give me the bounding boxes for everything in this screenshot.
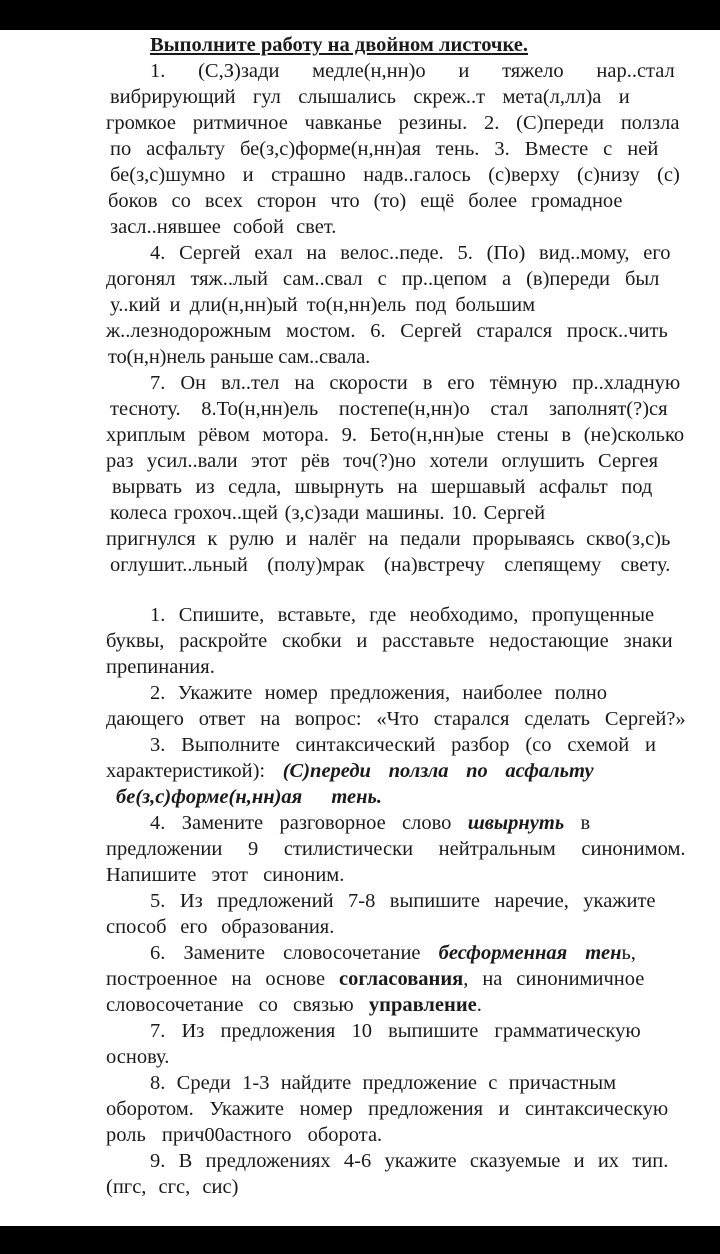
text-line: пригнулся к рулю и налёг на педали прорываясь скво(з,с)ь (106, 528, 671, 550)
task-8: роль прич00астного оборота. (106, 1124, 383, 1146)
task-1: буквы, раскройте скобки и расставьте недостающие знаки (106, 630, 673, 652)
text-line: то(н,н)нель раньше сам..свала. (108, 346, 371, 368)
text-line: бе(з,с)шумно и страшно надв..галось (с)верху (с)низу (с) (110, 164, 680, 186)
text-line: по асфальту бе(з,с)форме(н,нн)ая тень. 3. Вместе с ней (110, 138, 659, 160)
task-7: основу. (106, 1046, 170, 1068)
task-6: словосочетание со связью управление. (106, 994, 482, 1016)
task-3: 3. Выполните синтаксический разбор (со схемой и (150, 734, 656, 756)
bottom-black-bar (0, 1226, 720, 1254)
task-4: 4. Замените разговорное слово швырнуть в (150, 812, 591, 834)
task-2: 2. Укажите номер предложения, наиболее полно (150, 682, 608, 704)
task-8: 8. Среди 1-3 найдите предложение с причастным (150, 1072, 617, 1094)
page-title: Выполните работу на двойном листочке. (150, 34, 528, 56)
text-line: ж..лезнодорожным мостом. 6. Сергей старался проск..чить (106, 320, 668, 342)
task-7: 7. Из предложения 10 выпишите грамматическую (150, 1020, 641, 1042)
task-4: Напишите этот синоним. (106, 864, 345, 886)
task-8: оборотом. Укажите номер предложения и синтаксическую (106, 1098, 669, 1120)
text-line: хриплым рёвом мотора. 9. Бето(н,нн)ые стены в (не)сколько (106, 424, 685, 446)
text-line: 7. Он вл..тел на скорости в его тёмную пр..хладную (150, 372, 681, 394)
task-4: предложении 9 стилистически нейтральным синонимом. (106, 838, 686, 860)
text-line: у..кий и дли(н,нн)ый то(н,нн)ель под большим (110, 294, 536, 316)
task-5: способ его образования. (106, 916, 335, 938)
task-6: построенное на основе согласования, на синонимичное (106, 968, 645, 990)
task-1: 1. Спишите, вставьте, где необходимо, пропущенные (150, 604, 655, 626)
text-line: догонял тяж..лый сам..свал с пр..цепом а (в)переди был (106, 268, 660, 290)
task-1: препинания. (106, 656, 215, 678)
task-2: дающего ответ на вопрос: «Что старался сделать Сергей?» (106, 708, 686, 730)
text-line: раз усил..вали этот рёв точ(?)но хотели оглушить Сергея (106, 450, 658, 472)
task-9: (пгс, сгс, сис) (106, 1176, 239, 1198)
text-line: вибрирующий гул слышались скреж..т мета(л,лл)а и (110, 86, 630, 108)
task-3: характеристикой): (С)переди ползла по асфальту (106, 760, 594, 782)
task-6: 6. Замените словосочетание бесформенная тень, (150, 942, 636, 964)
task-9: 9. В предложениях 4-6 укажите сказуемые и их тип. (150, 1150, 669, 1172)
text-line: оглушит..льный (полу)мрак (на)встречу слепящему свету. (110, 554, 671, 576)
text-line: колеса грохоч..щей (з,с)зади машины. 10. Сергей (110, 502, 546, 524)
top-black-bar (0, 0, 720, 30)
text-line: засл..нявшее собой свет. (110, 216, 337, 238)
task-3: бе(з,с)форме(н,нн)ая тень. (116, 786, 383, 808)
text-line: вырвать из седла, швырнуть на шершавый асфальт под (112, 476, 653, 498)
text-line: 1. (С,З)зади медле(н,нн)о и тяжело нар..стал (150, 60, 675, 82)
text-line: 4. Сергей ехал на велос..педе. 5. (По) вид..мому, его (150, 242, 671, 264)
text-line: боков со всех сторон что (то) ещё более громадное (108, 190, 623, 212)
text-line: громкое ритмичное чавканье резины. 2. (С)переди ползла (106, 112, 680, 134)
text-line: тесноту. 8.То(н,нн)ель постепе(н,нн)о стал заполнят(?)ся (110, 398, 668, 420)
task-5: 5. Из предложений 7-8 выпишите наречие, укажите (150, 890, 656, 912)
